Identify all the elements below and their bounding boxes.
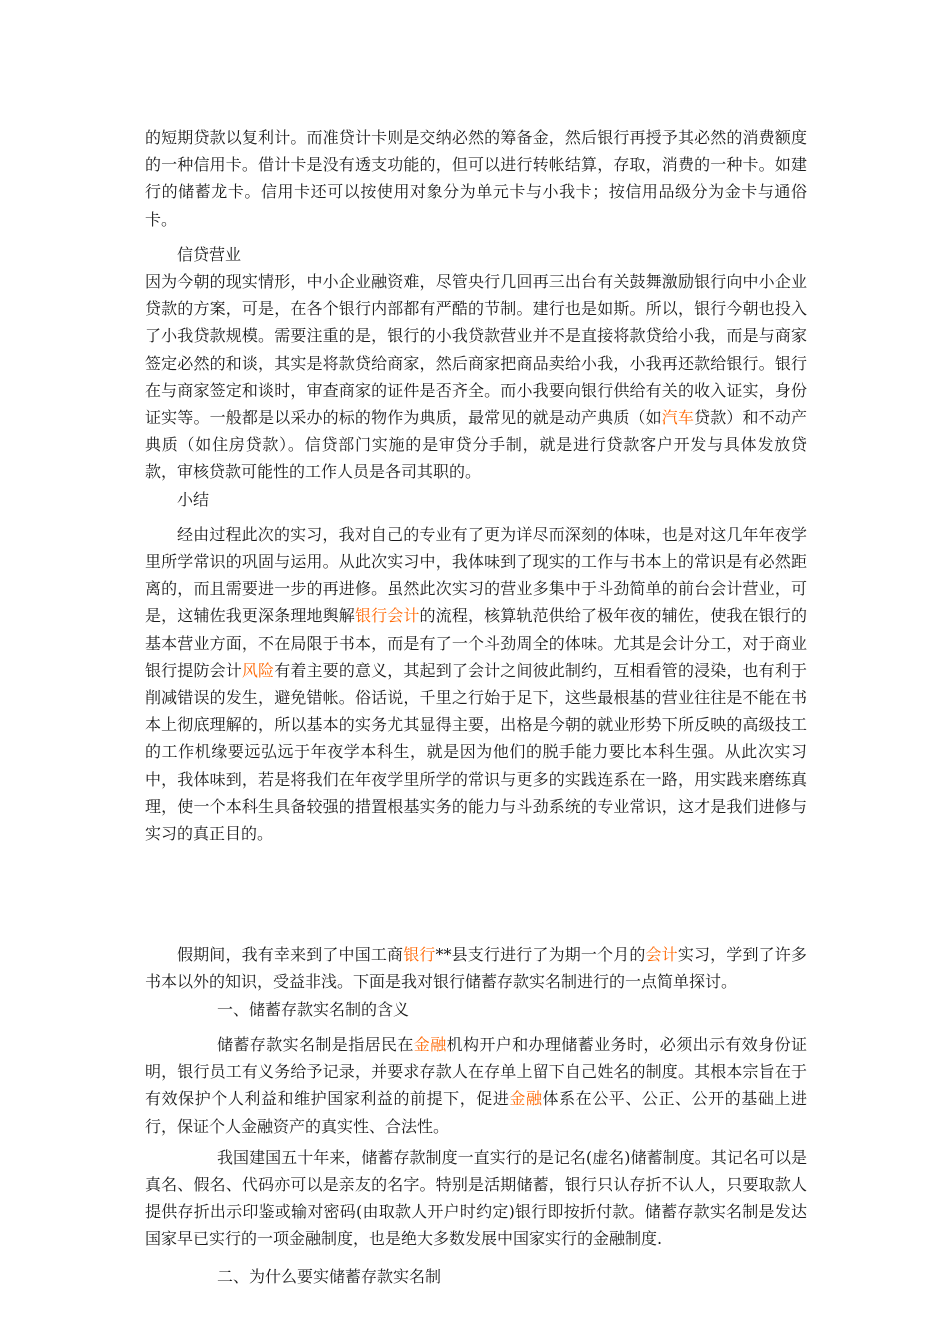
keyword-link[interactable]: 金融 <box>509 1089 543 1109</box>
paragraph-credit-card-types <box>145 124 807 233</box>
text-run: 经由过程此次的实习，我对自己的专业有了更为详尽而深刻的体味，也是对这几年年夜学里所学常识的巩固与运用。从此次实习中，我体味到了现实的工作与书本上的常识是有必然距离的，而且需要进一步的再进修。虽然此次实习的营业多集中于斗劲简单的前台会计营业，可是，这辅佐我更深条理地舆解 <box>145 524 807 626</box>
keyword-link[interactable]: 金融 <box>413 1034 447 1054</box>
text-run: 的短期贷款以复利计。而准贷计卡则是交纳必然的筹备金，然后银行再授予其必然的消费额度的一种信用卡。借计卡是没有透支功能的，但可以进行转帐结算，存取，消费的一种卡。如建行的储蓄龙卡。信用卡还可以按使用对象分为单元卡与小我卡；按信用品级分为金卡与通俗卡。 <box>145 128 807 229</box>
heading-summary: 小结 <box>177 489 210 509</box>
text-run: 储蓄存款实名制是指居民在 <box>217 1034 414 1054</box>
paragraph-history <box>145 1144 807 1253</box>
text-run: **县支行进行了为期一个月的 <box>435 945 646 965</box>
text-run: 体系在公平、公正、公开的基础上进行，保证个人金融资产的真实性、合法性。 <box>145 1089 807 1136</box>
text-run: 机构开户和办理储蓄业务时，必须出示有效身份证明，银行员工有义务给予记录，并要求存款人在存单上留下自己姓名的制度。其根本宗旨在于有效保护个人利益和维护国家利益的前提下，促进 <box>145 1034 807 1109</box>
keyword-link[interactable]: 银行 <box>403 945 436 965</box>
heading-why: 二、为什么要实储蓄存款实名制 <box>217 1266 442 1286</box>
keyword-link[interactable]: 银行会计 <box>354 606 420 626</box>
document-page <box>145 124 807 1290</box>
keyword-link[interactable]: 风险 <box>241 660 275 680</box>
paragraph-credit-business <box>145 268 807 486</box>
heading-credit-business: 信贷营业 <box>177 244 242 264</box>
text-run: 有着主要的意义，其起到了会计之间彼此制约，互相看管的浸染，也有利于削减错误的发生，避免错帐。俗话说，千里之行始于足下，这些最根基的营业往往是不能在书本上彻底理解的，所以基本的实务尤其显得主要，出格是今朝的就业形势下所反映的高级技工的工作机缘要远弘远于年夜学本科生，就是因为他们的脱手能力要比本科生强。从此次实习中，我体味到，若是将我们在年夜学里所学的常识与更多的实践连系在一路，用实践来磨练真理，使一个本科生具备较强的措置根基实务的能力与斗劲系统的专业常识，这才是我们进修与实习的真正目的。 <box>145 660 807 844</box>
text-run: 因为今朝的现实情形，中小企业融资难，尽管央行几回再三出台有关鼓舞激励银行向中小企业贷款的方案，可是，在各个银行内部都有严酷的节制。建行也是如斯。所以，银行今朝也投入了小我贷款规模。需要注重的是，银行的小我贷款营业并不是直接将款贷给小我，而是与商家签定必然的和谈，其实是将款贷给商家，然后商家把商品卖给小我，小我再还款给银行。银行在与商家签定和谈时，审查商家的证件是否齐全。而小我要向银行供给有关的收入证实，身份证实等。一般都是以采办的标的物作为典质，最常见的就是动产典质（如 <box>145 272 807 428</box>
paragraph-definition <box>145 1031 807 1140</box>
paragraph-intro <box>145 941 807 995</box>
text-run: 的流程，核算轨范供给了极年夜的辅佐，使我在银行的基本营业方面，不在局限于书本，而是有了一个斗劲周全的体味。尤其是会计分工，对于商业银行提防会计 <box>145 606 807 680</box>
keyword-link[interactable]: 汽车 <box>661 408 695 428</box>
text-run: 假期间，我有幸来到了中国工商 <box>177 945 404 965</box>
text-run: 我国建国五十年来，储蓄存款制度一直实行的是记名(虚名)储蓄制度。其记名可以是真名、假名、代码亦可以是亲友的名字。特别是活期储蓄，银行只认存折不认人，只要取款人提供存折出示印鉴或输对密码(由取款人开户时约定)银行即按折付款。储蓄存款实名制是发达国家早已实行的一项金融制度，也是绝大多数发展中国家实行的金融制度. <box>145 1147 807 1249</box>
keyword-link[interactable]: 会计 <box>645 945 678 965</box>
paragraph-summary <box>145 521 807 847</box>
text-run: 贷款）和不动产典质（如住房贷款）。信贷部门实施的是审贷分手制，就是进行贷款客户开发与具体发放贷款，审核贷款可能性的工作人员是各司其职的。 <box>145 408 807 482</box>
heading-definition: 一、储蓄存款实名制的含义 <box>217 999 410 1019</box>
text-run: 实习，学到了许多书本以外的知识，受益非浅。下面是我对银行储蓄存款实名制进行的一点简单探讨。 <box>145 945 807 992</box>
